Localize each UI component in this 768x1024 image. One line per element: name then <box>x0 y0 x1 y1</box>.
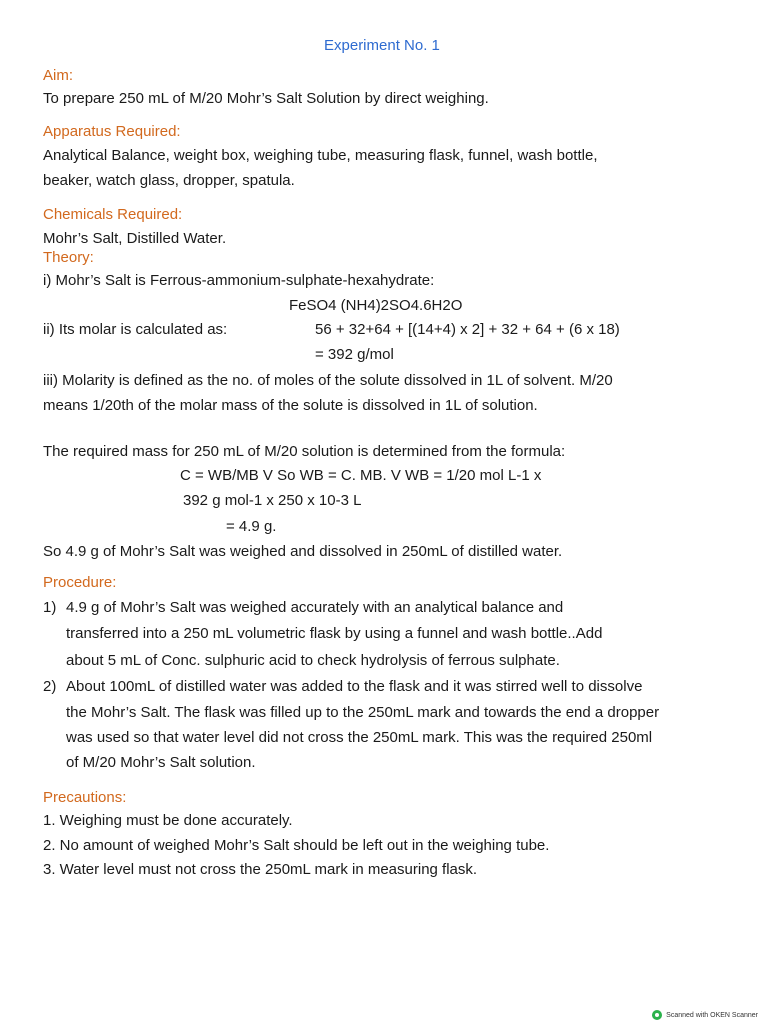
procedure-step-number: 1) <box>43 599 57 616</box>
page-title: Experiment No. 1 <box>324 37 440 54</box>
aim-text: To prepare 250 mL of M/20 Mohr’s Salt Solution by direct weighing. <box>43 90 489 107</box>
precaution-item: 3. Water level must not cross the 250mL mark in measuring flask. <box>43 861 478 878</box>
mass-intro: The required mass for 250 mL of M/20 solution is determined from the formula: <box>43 443 566 460</box>
equation-result: = 4.9 g. <box>226 518 277 535</box>
procedure-step-line: about 5 mL of Conc. sulphuric acid to check hydrolysis of ferrous sulphate. <box>66 652 560 669</box>
theory-point-ii-label: ii) Its molar is calculated as: <box>43 321 228 338</box>
theory-heading: Theory: <box>43 249 94 266</box>
theory-conclusion: So 4.9 g of Mohr’s Salt was weighed and dissolved in 250mL of distilled water. <box>43 543 563 560</box>
aim-heading: Aim: <box>43 67 73 84</box>
chemicals-heading: Chemicals Required: <box>43 206 183 223</box>
procedure-step-line: was used so that water level did not cross the 250mL mark. This was the required 250ml <box>66 729 653 746</box>
theory-point-iii-line: iii) Molarity is defined as the no. of moles of the solute dissolved in 1L of solvent. M/20 <box>43 372 613 389</box>
apparatus-line: Analytical Balance, weight box, weighing tube, measuring flask, funnel, wash bottle, <box>43 147 598 164</box>
chemicals-text: Mohr’s Salt, Distilled Water. <box>43 230 227 247</box>
theory-point-i: i) Mohr’s Salt is Ferrous-ammonium-sulphate-hexahydrate: <box>43 272 435 289</box>
equation-line: C = WB/MB V So WB = C. MB. V WB = 1/20 mol L-1 x <box>180 467 542 484</box>
precaution-item: 2. No amount of weighed Mohr’s Salt should be left out in the weighing tube. <box>43 837 550 854</box>
theory-formula: FeSO4 (NH4)2SO4.6H2O <box>289 297 463 314</box>
procedure-step-line: transferred into a 250 mL volumetric flask by using a funnel and wash bottle..Add <box>66 625 603 642</box>
procedure-step-line: of M/20 Mohr’s Salt solution. <box>66 754 256 771</box>
precaution-item: 1. Weighing must be done accurately. <box>43 812 293 829</box>
procedure-heading: Procedure: <box>43 574 117 591</box>
scanner-watermark <box>652 1010 758 1020</box>
procedure-step-line: 4.9 g of Mohr’s Salt was weighed accurately with an analytical balance and <box>66 599 564 616</box>
precautions-heading: Precautions: <box>43 789 127 806</box>
scanner-logo-icon <box>652 1010 662 1020</box>
apparatus-heading: Apparatus Required: <box>43 123 181 140</box>
theory-point-ii-calc: 56 + 32+64 + [(14+4) x 2] + 32 + 64 + (6 x 18) <box>315 321 620 338</box>
procedure-step-line: About 100mL of distilled water was added to the flask and it was stirred well to dissolve <box>66 678 643 695</box>
procedure-step-number: 2) <box>43 678 57 695</box>
scanner-watermark-text: Scanned with OKEN Scanner <box>666 1011 758 1019</box>
theory-point-iii-line: means 1/20th of the molar mass of the solute is dissolved in 1L of solution. <box>43 397 538 414</box>
procedure-step-line: the Mohr’s Salt. The flask was filled up to the 250mL mark and towards the end a dropper <box>66 704 660 721</box>
apparatus-line: beaker, watch glass, dropper, spatula. <box>43 172 295 189</box>
theory-point-ii-result: = 392 g/mol <box>315 346 394 363</box>
equation-line: 392 g mol-1 x 250 x 10-3 L <box>183 492 362 509</box>
